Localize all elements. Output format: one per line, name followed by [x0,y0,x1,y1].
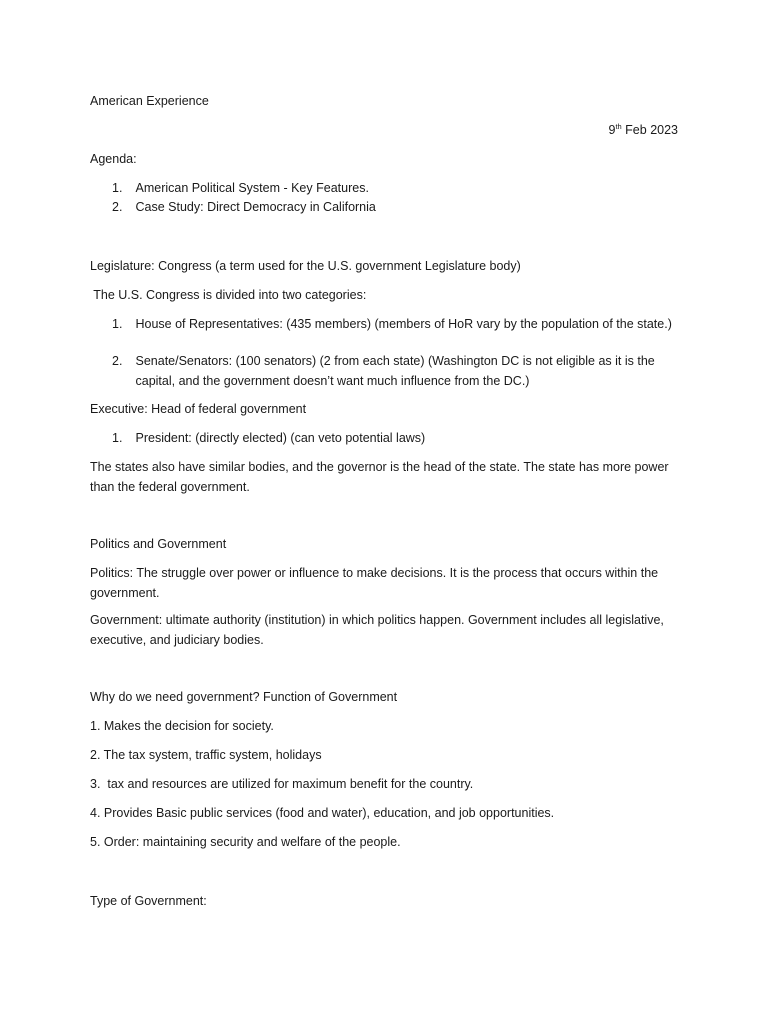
government-definition: Government: ultimate authority (institution) in which politics happen. Government includes all legislative, executive, and judiciary bodies. [90,613,664,647]
function-item: 3. tax and resources are utilized for maximum benefit for the country. [90,777,474,791]
agenda-item [112,198,680,218]
type-of-government-heading: Type of Government: [90,894,207,908]
executive-item [112,429,680,449]
date-day: 9 [608,123,616,137]
function-item: 5. Order: maintaining security and welfare of the people. [90,835,401,849]
list-number: 1. [112,317,123,331]
list-number: 1. [112,431,123,445]
legislature-item [112,352,680,391]
date-suffix: th [615,122,622,131]
list-text: President: (directly elected) (can veto potential laws) [135,431,426,445]
function-item: 4. Provides Basic public services (food and water), education, and job opportunities. [90,806,555,820]
functions-heading: Why do we need government? Function of Government [90,690,398,704]
politics-definition: Politics: The struggle over power or influence to make decisions. It is the process that occurs within the government. [90,566,659,600]
list-text: House of Representatives: (435 members) (members of HoR vary by the population of the state.) [135,317,672,331]
list-number: 2. [112,354,123,368]
congress-divided-line: The U.S. Congress is divided into two categories: [90,288,367,302]
document-title: American Experience [90,94,209,108]
function-item: 1. Makes the decision for society. [90,719,274,733]
executive-line: Executive: Head of federal government [90,402,307,416]
agenda-heading: Agenda: [90,152,137,166]
legislature-item [112,315,680,335]
list-text: American Political System - Key Features. [135,181,369,195]
legislature-line: Legislature: Congress (a term used for the U.S. government Legislature body) [90,259,521,273]
date-rest: Feb 2023 [621,123,678,137]
function-item: 2. The tax system, traffic system, holidays [90,748,322,762]
politics-section-heading: Politics and Government [90,537,227,551]
agenda-item [112,179,680,199]
list-number: 2. [112,200,123,214]
list-text: Case Study: Direct Democracy in California [135,200,376,214]
document-date [608,121,678,141]
states-paragraph: The states also have similar bodies, and the governor is the head of the state. The state has more power than the federal government. [90,460,669,494]
list-number: 1. [112,181,123,195]
list-text: Senate/Senators: (100 senators) (2 from each state) (Washington DC is not eligible as it is the capital, and the government doesn’t want much influence from the DC.) [135,354,655,388]
